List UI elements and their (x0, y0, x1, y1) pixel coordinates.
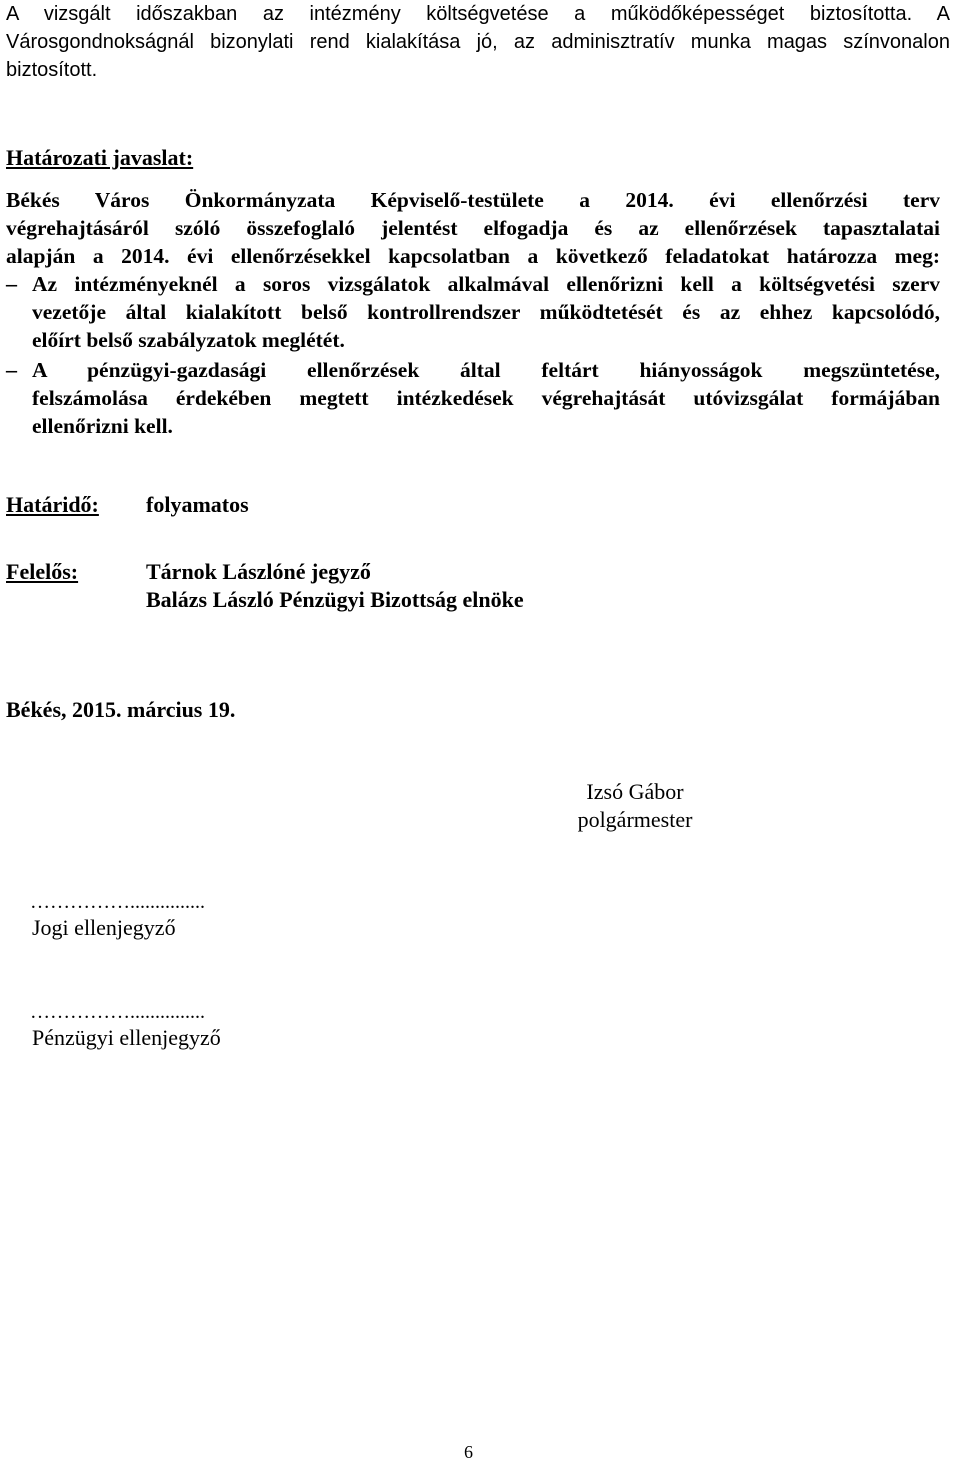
deadline-label: Határidő: (6, 492, 99, 517)
resolution-item-text (32, 270, 940, 354)
countersign-dots: ……………............... (30, 1001, 205, 1023)
deadline-value: folyamatos (146, 492, 249, 517)
resolution-body-line: végrehajtásáról szóló összefoglaló jelentést elfogadja és az ellenőrzések tapasztalatai (6, 216, 940, 240)
resolution-body-line: alapján a 2014. évi ellenőrzésekkel kapcsolatban a következő feladatokat határozza meg: (6, 244, 940, 268)
intro-paragraph (6, 0, 950, 84)
resolution-item (0, 356, 940, 440)
responsible-label: Felelős: (6, 559, 79, 584)
countersign-label: Jogi ellenjegyző (32, 915, 176, 940)
dash-bullet: – (6, 271, 17, 296)
countersign-label: Pénzügyi ellenjegyző (32, 1025, 221, 1050)
item-line: vezetője által kialakított belső kontrollrendszer működtetését és az ehhez kapcsolódó, (32, 300, 940, 324)
countersign-dots: ……………............... (30, 891, 205, 913)
item-line: előírt belső szabályzatok meglétét. (32, 328, 345, 352)
page-number: 6 (464, 1442, 473, 1462)
dash-bullet: – (6, 357, 17, 382)
resolution-heading: Határozati javaslat: (6, 145, 194, 170)
signature-name: Izsó Gábor (586, 779, 684, 804)
resolution-item-text (32, 356, 940, 440)
place-date: Békés, 2015. március 19. (6, 697, 236, 722)
signature-title: polgármester (577, 807, 693, 832)
item-line: felszámolása érdekében megtett intézkedések végrehajtását utóvizsgálat formájában (32, 386, 940, 410)
resolution-item (0, 270, 940, 354)
intro-line: biztosított. (6, 59, 98, 81)
intro-line: A vizsgált időszakban az intézmény költségvetése a működőképességet biztosította. A (6, 3, 950, 25)
resolution-body-line: Békés Város Önkormányzata Képviselő-testülete a 2014. évi ellenőrzési terv (6, 188, 940, 212)
item-line: ellenőrizni kell. (32, 414, 173, 438)
signature-block (540, 778, 730, 834)
responsible-value: Tárnok Lászlóné jegyző (146, 559, 371, 584)
intro-line: Városgondnokságnál bizonylati rend kialakítása jó, az adminisztratív munka magas színvonalon (6, 31, 950, 53)
resolution-body (6, 186, 940, 270)
item-line: A pénzügyi-gazdasági ellenőrzések által feltárt hiányosságok megszüntetése, (32, 358, 940, 382)
responsible-value: Balázs László Pénzügyi Bizottság elnöke (146, 587, 524, 612)
item-line: Az intézményeknél a soros vizsgálatok alkalmával ellenőrizni kell a költségvetési szerv (32, 272, 940, 296)
